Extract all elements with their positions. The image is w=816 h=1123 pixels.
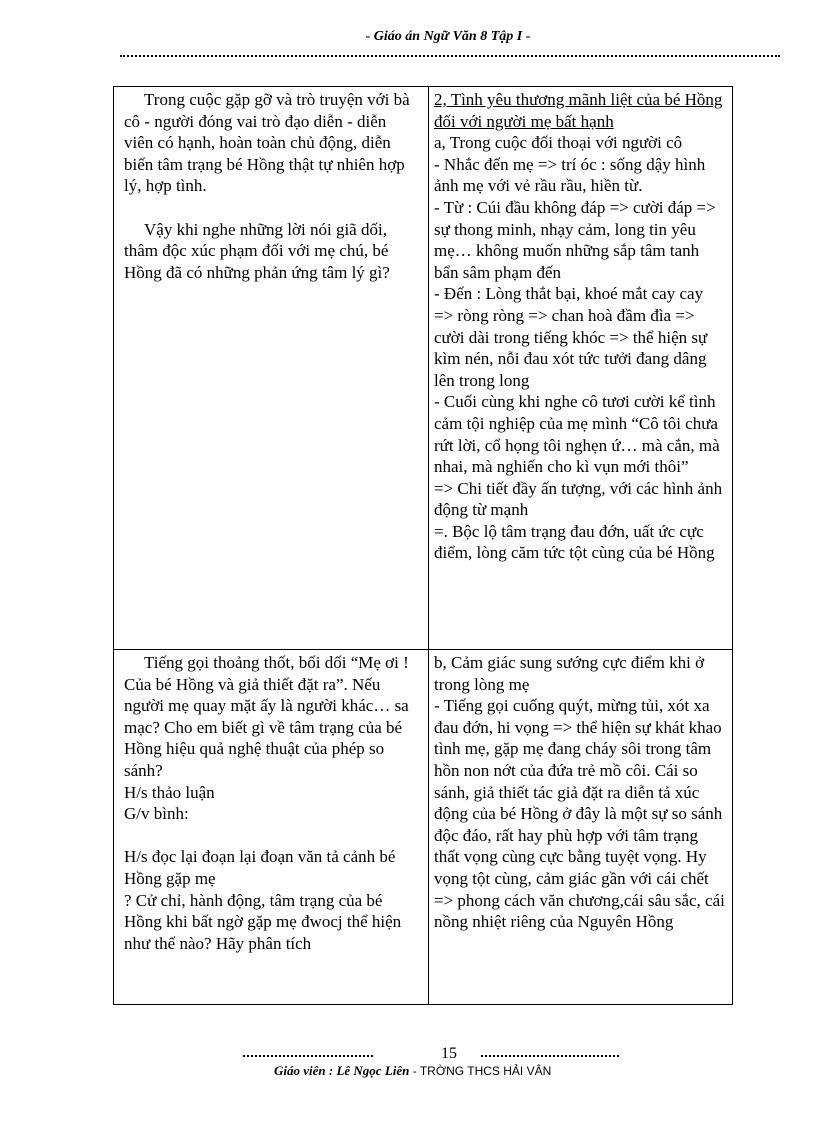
left-line: H/s đọc lại đoạn lại đoạn văn tả cảnh bé Hồng gặp mẹ xyxy=(124,847,396,888)
header-dotted-rule xyxy=(120,47,780,57)
left-line: G/v bình: xyxy=(124,804,189,824)
page-number: 15 xyxy=(441,1045,457,1062)
teacher-activity-cell xyxy=(114,87,429,650)
school-name: - TRỜNG THCS HẢI VÂN xyxy=(412,1064,552,1078)
table-row xyxy=(114,87,733,650)
content-line: =. Bộc lộ tâm trạng đau đớn, uất ức cực điểm, lòng căm tức tột cùng của bé Hồng xyxy=(434,521,715,563)
content-line: b, Cảm giác sung sướng cực điểm khi ở trong lòng mẹ xyxy=(434,653,705,694)
content-line: - Nhắc đến mẹ => trí óc : sống dậy hình ảnh mẹ với vẻ rầu rầu, hiền từ. xyxy=(434,154,706,196)
teacher-name: Giáo viên : Lê Ngọc Liên xyxy=(274,1063,410,1078)
content-line: - Đến : Lòng thắt bại, khoé mắt cay cay => ròng ròng => chan hoà đầm đìa => cười dài trong tiếng khóc => thể hiện sự kìm nén, nỗi đau xót tức tưởi đang dâng lên trong long xyxy=(434,284,708,390)
footer-dots-left xyxy=(243,1055,373,1057)
left-line: H/s thảo luận xyxy=(124,782,215,802)
footer-author xyxy=(274,1063,551,1079)
footer-dots-right xyxy=(481,1055,619,1057)
table-row xyxy=(114,650,733,1005)
page-header-title: - Giáo án Ngữ Văn 8 Tập I - xyxy=(365,29,531,44)
content-cell xyxy=(429,650,733,1005)
content-line: - Tiếng gọi cuống quýt, mừng tủi, xót xa đau đớn, hi vọng => thể hiện sự khát khao tình mẹ, gặp mẹ đang cháy sôi trong tâm hồn non nớt của đứa trẻ mồ côi. Cái so sánh, giả thiết tác giả đặt ra diễn tả xúc động của bé Hồng ở đây là một sự so sánh độc đáo, rất hay phù hợp với tâm trạng thất vọng cùng cực bằng tuyệt vọng. Hy vọng tột cùng, cảm giác gần với cái chết => phong cách văn chương,cái sâu sắc, cái nồng nhiệt riêng của Nguyên Hồng xyxy=(434,696,725,932)
content-line: => Chi tiết đầy ấn tượng, với các hình ảnh động từ mạnh xyxy=(434,478,723,520)
section-heading: 2, Tình yêu thương mãnh liệt của bé Hồng đối với người mẹ bất hạnh xyxy=(434,90,723,131)
content-line: - Cuối cùng khi nghe cô tươi cười kể tình cảm tội nghiệp của mẹ mình “Cô tôi chưa rứt lời, cổ họng tôi nghẹn ứ… mà cắn, mà nhai, mà nghiến cho kì vụn mới thôi” xyxy=(434,392,720,477)
lesson-table xyxy=(113,86,733,1005)
content-line: - Từ : Cúi đầu không đáp => cười đáp => sự thong minh, nhạy cảm, long tin yêu mẹ… không muốn những sắp tâm tanh bẩn sâm phạm đến xyxy=(434,197,716,282)
left-question: Tiếng gọi thoảng thốt, bối dối “Mẹ ơi ! Của bé Hồng và giả thiết đặt ra”. Nếu người mẹ quay mặt ấy là người khác… sa mạc? Cho em biết gì về tâm trạng của bé Hồng hiệu quả nghệ thuật của phép so sánh? xyxy=(124,653,409,780)
teacher-activity-cell xyxy=(114,650,429,1005)
content-line: a, Trong cuộc đối thoại với người cô xyxy=(434,133,683,153)
left-paragraph: Trong cuộc gặp gỡ và trò truyện với bà cô - người đóng vai trò đạo diễn - diễn viên có hạnh, hoàn toàn chủ động, diễn biến tâm trạng bé Hồng thật tự nhiên hợp lý, hợp tình. xyxy=(124,90,410,196)
left-question: Vậy khi nghe những lời nói giã dối, thâm độc xúc phạm đối với mẹ chú, bé Hồng đã có những phản ứng tâm lý gì? xyxy=(124,219,390,282)
content-cell xyxy=(429,87,733,650)
left-question: ? Cử chỉ, hành động, tâm trạng của bé Hồng khi bất ngờ gặp mẹ đwocj thể hiện như thế nào? Hãy phân tích xyxy=(124,890,402,953)
